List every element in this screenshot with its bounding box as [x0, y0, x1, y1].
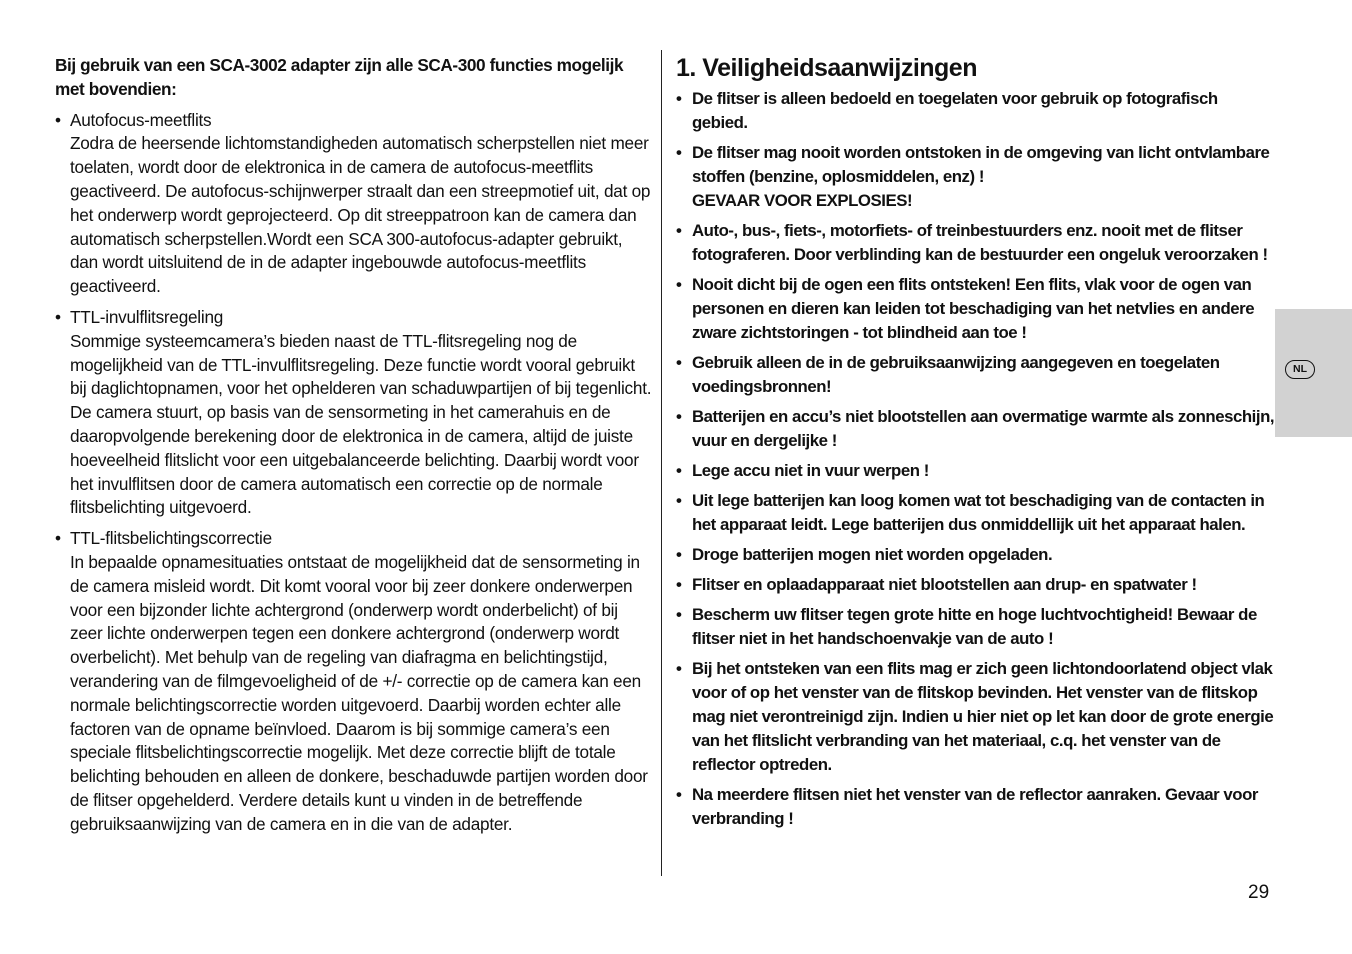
bullet-icon: • [676, 461, 682, 480]
section-title: 1. Veiligheidsaanwijzingen [676, 54, 977, 82]
bullet-icon: • [676, 491, 682, 510]
bullet-icon: • [676, 545, 682, 564]
safety-item: • Nooit dicht bij de ogen een flits ontsteken! Een flits, vlak voor de ogen van personen en dieren kan leiden tot beschadiging van het netvlies en andere zware zichtstoringen - tot blindheid aan toe ! [676, 273, 1276, 345]
safety-item: • Droge batterijen mogen niet worden opgeladen. [676, 543, 1276, 567]
safety-item: • Uit lege batterijen kan loog komen wat tot beschadiging van de contacten in het apparaat leidt. Lege batterijen dus onmiddellijk uit het apparaat halen. [676, 489, 1276, 537]
bullet-icon: • [676, 575, 682, 594]
item-title: Autofocus-meetflits [70, 109, 212, 130]
safety-item: • Na meerdere flitsen niet het venster van de reflector aanraken. Gevaar voor verbranding ! [676, 783, 1276, 831]
safety-item: • Auto-, bus-, fiets-, motorfiets- of treinbestuurders enz. nooit met de flitser fotograferen. Door verblinding kan de bestuurder een ongeluk veroorzaken ! [676, 219, 1276, 267]
bullet-icon: • [676, 143, 682, 162]
safety-item: • Batterijen en accu’s niet blootstellen aan overmatige warmte als zonneschijn, vuur en dergelijke ! [676, 405, 1276, 453]
bullet-icon: • [55, 306, 61, 327]
bullet-icon: • [676, 785, 682, 804]
left-column [55, 54, 653, 837]
bullet-icon: • [676, 605, 682, 624]
language-badge: NL [1285, 360, 1315, 379]
item-title: TTL-flitsbelichtingscorrectie [70, 528, 272, 549]
column-divider [661, 50, 662, 876]
item-title: TTL-invulflitsregeling [70, 306, 224, 327]
safety-item: • Bij het ontsteken van een flits mag er zich geen lichtondoorlatend object vlak voor of op het venster van de flitskop bevinden. Het venster van de flitskop mag niet verontreinigd zijn. Indien u hier niet op let kan door de grote energie van het flitslicht verbranding van het materiaal, c.q. het venster van de reflector optreden. [676, 657, 1276, 777]
item-body: Zodra de heersende lichtomstandigheden automatisch scherpstellen niet meer toelaten, wordt door de elektronica in de camera de autofocus-meetflits geactiveerd. De autofocus-schijnwerper straalt dan een streepmotief uit, dat op het onderwerp wordt geprojecteerd. Op dit streeppatroon kan de camera dan automatisch scherpstellen.Wordt een SCA 300-autofocus-adapter gebruikt, dan wordt uitsluitend de in de adapter ingebouwde autofocus-meetflits geactiveerd. [70, 133, 651, 297]
right-column [676, 52, 1276, 837]
safety-item [676, 141, 1276, 213]
bullet-icon: • [676, 659, 682, 678]
intro-text: Bij gebruik van een SCA-3002 adapter zijn alle SCA-300 functies mogelijk met bovendien: [55, 55, 624, 99]
bullet-icon: • [676, 407, 682, 426]
safety-item-text: De flitser mag nooit worden ontstoken in de omgeving van licht ontvlambare stoffen (benzine, oplosmiddelen, enz) ! [692, 143, 1270, 186]
language-tab [1275, 309, 1352, 437]
list-item [55, 109, 653, 299]
safety-item: • Gebruik alleen de in de gebruiksaanwijzing aangegeven en toegelaten voedingsbronnen! [676, 351, 1276, 399]
bullet-icon: • [676, 353, 682, 372]
item-body: Sommige systeemcamera’s bieden naast de TTL-flitsregeling nog de mogelijkheid van de TTL-invulflitsregeling. Deze functie wordt vooral gebruikt bij daglichtopnamen, voor het ophelderen van schaduwpartijen of bij tegenlicht. De camera stuurt, op basis van de sensormeting in het camerahuis en de daaropvolgende berekening door de elektronica in de camera, altijd de juiste hoeveelheid flitslicht voor een uitgebalanceerde belichting. Daarbij wordt voor het invulflitsen door de camera automatisch een correctie op de normale flitsbelichting uitgevoerd. [70, 330, 652, 518]
bullet-icon: • [676, 275, 682, 294]
safety-item: • Lege accu niet in vuur werpen ! [676, 459, 1276, 483]
list-item [55, 527, 653, 836]
page-number: 29 [1248, 882, 1270, 903]
bullet-icon: • [55, 109, 61, 130]
list-item [55, 306, 653, 520]
item-body: In bepaalde opnamesituaties ontstaat de mogelijkheid dat de sensormeting in de camera misleid wordt. Dit komt vooral voor bij zeer donkere onderwerpen voor een bijzonder lichte achtergrond (onderwerp wordt onderbelicht) of bij zeer lichte onderwerpen tegen een donkere achtergrond (onderwerp wordt overbelicht). Met behulp van de regeling van diafragma en belichtingstijd, verandering van de filmgevoeligheid of de +/- correctie op de camera kan een normale belichtingscorrectie worden uitgevoerd. Daarbij worden echter alle factoren van de opname beïnvloed. Daarom is bij sommige camera’s een speciale flitsbelichtingscorrectie mogelijk. Met deze correctie blijft de totale belichting behouden en alleen de donkere, beschaduwde partijen worden door de flitser opgehelderd. Verdere details kunt u vinden in de betreffende gebruiksaanwijzing van de camera en in die van de adapter. [70, 551, 648, 834]
bullet-icon: • [676, 221, 682, 240]
bullet-icon: • [676, 89, 682, 108]
safety-item: • De flitser is alleen bedoeld en toegelaten voor gebruik op fotografisch gebied. [676, 87, 1276, 135]
bullet-icon: • [55, 528, 61, 549]
safety-item: • Flitser en oplaadapparaat niet blootstellen aan drup- en spatwater ! [676, 573, 1276, 597]
safety-item: • Bescherm uw flitser tegen grote hitte en hoge luchtvochtigheid! Bewaar de flitser niet in het handschoenvakje van de auto ! [676, 603, 1276, 651]
explosion-warning: GEVAAR VOOR EXPLOSIES! [692, 191, 913, 210]
